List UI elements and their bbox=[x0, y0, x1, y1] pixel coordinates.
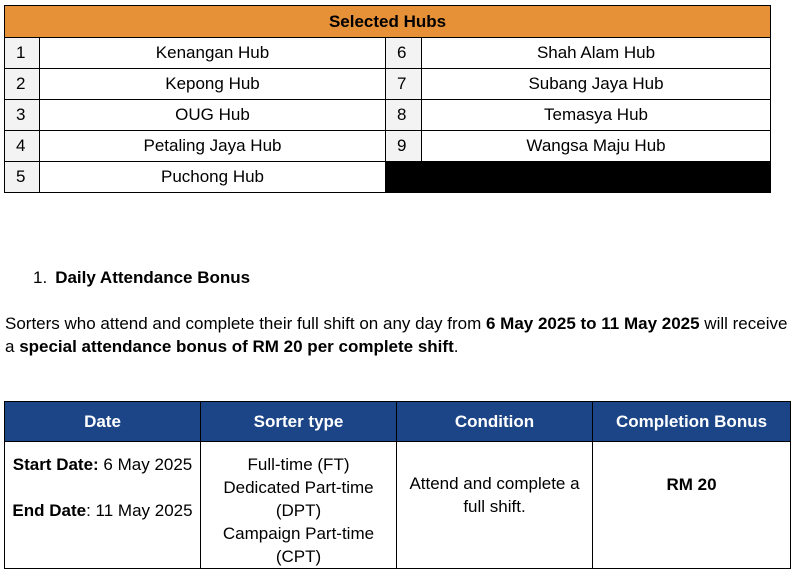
empty-black-cell bbox=[386, 162, 771, 193]
column-header-condition: Condition bbox=[397, 402, 593, 442]
start-date-label: Start Date: bbox=[12, 455, 99, 474]
completion-bonus-cell: RM 20 bbox=[593, 442, 791, 569]
hub-number: 4 bbox=[5, 131, 40, 162]
sorter-type-cell bbox=[201, 442, 397, 569]
table-row bbox=[5, 162, 771, 193]
paragraph-bonus-highlight: special attendance bonus of RM 20 per complete shift bbox=[19, 337, 454, 356]
end-date bbox=[11, 499, 194, 522]
section-title: Daily Attendance Bonus bbox=[55, 268, 251, 287]
hub-number: 7 bbox=[386, 69, 422, 100]
hub-name: Shah Alam Hub bbox=[422, 38, 771, 69]
bonus-table bbox=[4, 401, 791, 569]
hub-number: 8 bbox=[386, 100, 422, 131]
hub-name: Puchong Hub bbox=[40, 162, 386, 193]
start-date bbox=[11, 453, 194, 476]
table-row bbox=[5, 69, 771, 100]
bonus-description bbox=[5, 312, 790, 358]
hubs-table-header: Selected Hubs bbox=[5, 6, 771, 38]
sorter-type-item: Full-time (FT) bbox=[247, 455, 350, 474]
sorter-type-item: Dedicated Part-time (DPT) bbox=[223, 478, 374, 520]
hub-number: 3 bbox=[5, 100, 40, 131]
condition-cell: Attend and complete a full shift. bbox=[397, 442, 593, 569]
end-date-value: : 11 May 2025 bbox=[86, 501, 193, 520]
hub-name: Wangsa Maju Hub bbox=[422, 131, 771, 162]
date-cell bbox=[5, 442, 201, 569]
sorter-type-item: Campaign Part-time (CPT) bbox=[222, 524, 375, 566]
paragraph-text: Sorters who attend and complete their full shift on any day from bbox=[5, 314, 486, 333]
table-row bbox=[5, 38, 771, 69]
selected-hubs-table bbox=[4, 5, 771, 193]
hub-name: OUG Hub bbox=[40, 100, 386, 131]
hub-name: Temasya Hub bbox=[422, 100, 771, 131]
paragraph-text: will receive a bbox=[5, 314, 788, 356]
end-date-label: End Date bbox=[12, 501, 87, 520]
table-row bbox=[5, 100, 771, 131]
table-row bbox=[5, 131, 771, 162]
paragraph-date-range: 6 May 2025 to 11 May 2025 bbox=[485, 314, 700, 333]
hub-name: Kenangan Hub bbox=[40, 38, 386, 69]
column-header-sorter-type: Sorter type bbox=[201, 402, 397, 442]
column-header-date: Date bbox=[5, 402, 201, 442]
section-heading bbox=[33, 268, 250, 288]
hub-number: 2 bbox=[5, 69, 40, 100]
table-row bbox=[5, 442, 791, 569]
start-date-value: 6 May 2025 bbox=[98, 455, 193, 474]
paragraph-text: . bbox=[453, 337, 459, 356]
column-header-completion-bonus: Completion Bonus bbox=[593, 402, 791, 442]
hub-name: Subang Jaya Hub bbox=[422, 69, 771, 100]
hub-number: 5 bbox=[5, 162, 40, 193]
hub-name: Petaling Jaya Hub bbox=[40, 131, 386, 162]
hub-number: 6 bbox=[386, 38, 422, 69]
hub-number: 9 bbox=[386, 131, 422, 162]
hub-name: Kepong Hub bbox=[40, 69, 386, 100]
section-number: 1. bbox=[33, 268, 48, 287]
hub-number: 1 bbox=[5, 38, 40, 69]
